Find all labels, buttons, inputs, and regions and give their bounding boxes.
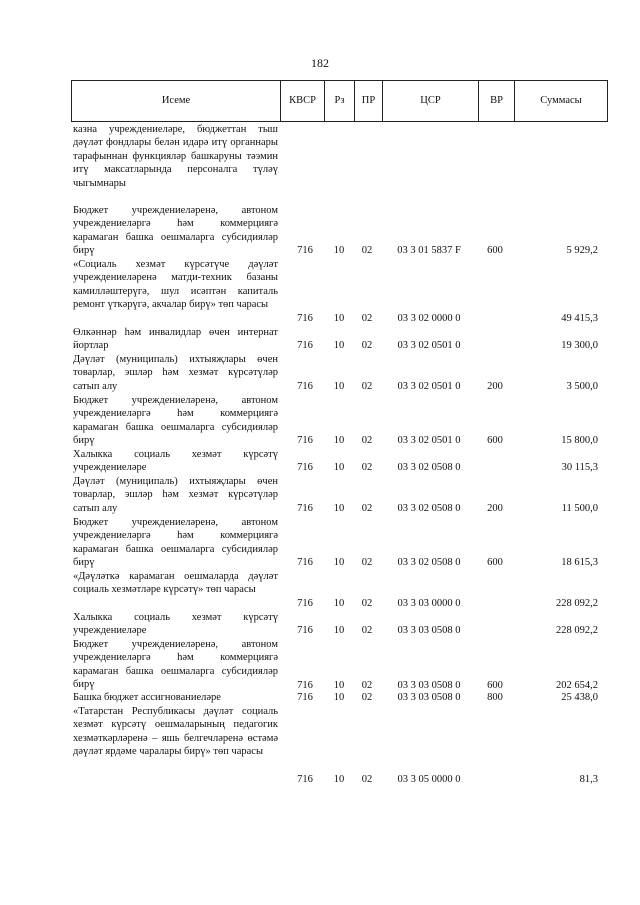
row-pr: 02 [361,598,373,609]
row-csr: 03 3 05 0000 0 [397,774,461,785]
row-sum: 228 092,2 [556,598,598,609]
row-vr: 600 [487,680,503,691]
row-pr: 02 [361,435,373,446]
row-name: Халыкка социаль хезмәт күрсәтү учреждениеләре [73,612,278,637]
row-sum: 18 615,3 [561,557,598,568]
row-rz: 10 [333,557,345,568]
row-csr: 03 3 02 0508 0 [397,557,461,568]
row-kvsr: 716 [297,625,313,636]
row-pr: 02 [361,774,373,785]
row-sum: 202 654,2 [556,680,598,691]
row-rz: 10 [333,245,345,256]
row-kvsr: 716 [297,692,313,703]
row-vr: 600 [487,245,503,256]
row-sum: 81,3 [579,774,598,785]
row-rz: 10 [333,774,345,785]
row-sum: 11 500,0 [561,503,598,514]
row-pr: 02 [361,245,373,256]
row-pr: 02 [361,462,373,473]
row-csr: 03 3 02 0501 0 [397,435,461,446]
row-csr: 03 3 02 0508 0 [397,503,461,514]
row-rz: 10 [333,462,345,473]
row-name: Дәүләт (муниципаль) ихтыяҗлары өчен товарлар, эшләр һәм хезмәт күрсәтүләр сатып алу [73,476,278,514]
header-vr: ВР [478,81,514,121]
row-name: Бюджет учреждениеләренә, автоном учреждениеләргә һәм коммерциягә карамаган башка оешмаларга субсидияләр бирү [73,639,278,691]
row-kvsr: 716 [297,503,313,514]
header-rz: Рз [324,81,354,121]
row-name: «Дәүләткә карамаган оешмаларда дәүләт социаль хезмәтләре күрсәтү» төп чарасы [73,571,278,596]
row-pr: 02 [361,381,373,392]
row-name: Дәүләт (муниципаль) ихтыяҗлары өчен товарлар, эшләр һәм хезмәт күрсәтүләр сатып алу [73,354,278,392]
row-name: Бюджет учреждениеләренә, автоном учреждениеләргә һәм коммерциягә карамаган башка оешмаларга субсидияләр бирү [73,517,278,569]
row-sum: 15 800,0 [561,435,598,446]
row-name: Бюджет учреждениеләренә, автоном учреждениеләргә һәм коммерциягә карамаган башка оешмаларга субсидияләр бирү [73,395,278,447]
table-header [71,80,608,122]
header-kvsr: КВСР [280,81,324,121]
budget-table [71,80,608,792]
row-sum: 5 929,2 [566,245,598,256]
row-csr: 03 3 02 0501 0 [397,340,461,351]
row-vr: 200 [487,381,503,392]
row-sum: 25 438,0 [561,692,598,703]
row-vr: 600 [487,435,503,446]
header-pr: ПР [354,81,382,121]
row-kvsr: 716 [297,340,313,351]
row-rz: 10 [333,598,345,609]
row-kvsr: 716 [297,462,313,473]
row-csr: 03 3 02 0000 0 [397,313,461,324]
row-csr: 03 3 03 0508 0 [397,692,461,703]
row-vr: 600 [487,557,503,568]
row-name: казна учреждениеләре, бюджеттан тыш дәүләт фондлары белән идарә итү органнары тарафыннан функцияләр башкаруны тәэмин итү максатларында персоналга түләү чыгымнары [73,124,278,189]
row-rz: 10 [333,680,345,691]
row-csr: 03 3 01 5837 F [397,245,461,256]
row-rz: 10 [333,313,345,324]
row-pr: 02 [361,503,373,514]
row-kvsr: 716 [297,381,313,392]
row-rz: 10 [333,503,345,514]
page-number: 182 [311,56,329,70]
header-csr: ЦСР [382,81,478,121]
row-pr: 02 [361,340,373,351]
row-pr: 02 [361,557,373,568]
row-sum: 3 500,0 [566,381,598,392]
header-sum: Суммасы [514,81,607,121]
row-kvsr: 716 [297,680,313,691]
row-csr: 03 3 02 0508 0 [397,462,461,473]
row-kvsr: 716 [297,557,313,568]
row-sum: 228 092,2 [556,625,598,636]
row-rz: 10 [333,381,345,392]
row-csr: 03 3 03 0000 0 [397,598,461,609]
row-csr: 03 3 03 0508 0 [397,625,461,636]
row-sum: 30 115,3 [561,462,598,473]
header-name: Исеме [161,95,191,106]
row-rz: 10 [333,692,345,703]
row-pr: 02 [361,313,373,324]
row-kvsr: 716 [297,245,313,256]
row-pr: 02 [361,680,373,691]
row-csr: 03 3 02 0501 0 [397,381,461,392]
row-name: Халыкка социаль хезмәт күрсәтү учреждениеләре [73,449,278,474]
row-name: «Социаль хезмәт күрсәтүче дәүләт учреждениеләренә матди-техник базаны камилләштерүгә, шул исәптән капиталь ремонт үткәрүгә, акчалар бирү» төп чарасы [73,259,278,311]
row-rz: 10 [333,340,345,351]
row-vr: 200 [487,503,503,514]
row-kvsr: 716 [297,435,313,446]
row-pr: 02 [361,625,373,636]
row-sum: 49 415,3 [561,313,598,324]
row-rz: 10 [333,625,345,636]
row-kvsr: 716 [297,774,313,785]
row-name: «Татарстан Республикасы дәүләт социаль хезмәт күрсәтү оешмаларының педагогик хезмәткәрләренә – яшь белгечләренә өстәмә дәүләт ярдәме чаралары бирү» төп чарасы [73,706,278,758]
row-name: Бюджет учреждениеләренә, автоном учреждениеләргә һәм коммерциягә карамаган башка оешмаларга субсидияләр бирү [73,205,278,257]
row-name: Өлкәннәр һәм инвалидлар өчен интернат йортлар [73,327,278,352]
row-rz: 10 [333,435,345,446]
row-pr: 02 [361,692,373,703]
row-csr: 03 3 03 0508 0 [397,680,461,691]
row-kvsr: 716 [297,598,313,609]
row-sum: 19 300,0 [561,340,598,351]
row-vr: 800 [487,692,503,703]
row-name: Башка бюджет ассигнованиеләре [73,692,221,703]
row-kvsr: 716 [297,313,313,324]
